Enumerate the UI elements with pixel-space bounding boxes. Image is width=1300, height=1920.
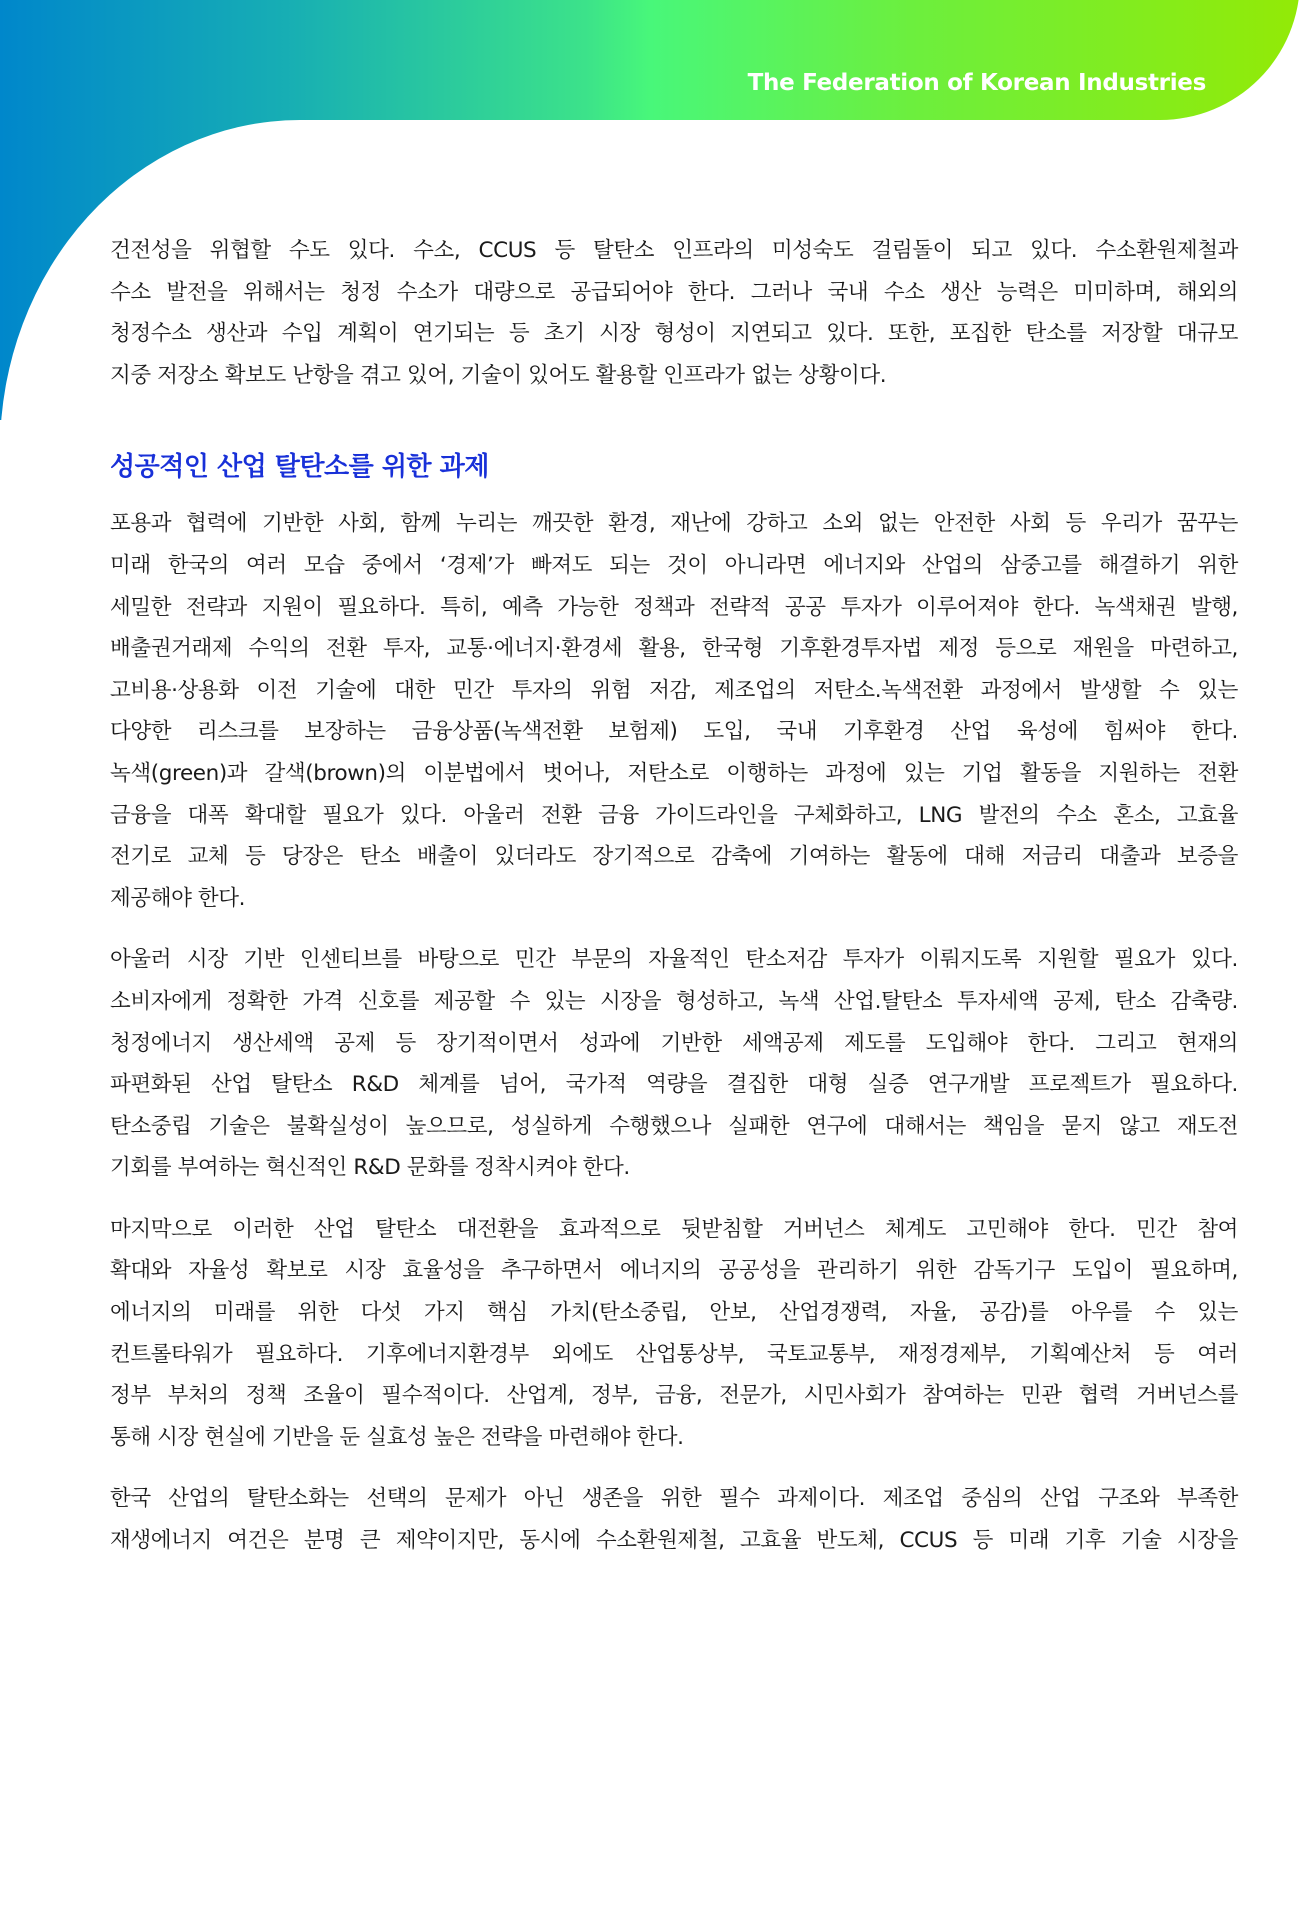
text-line: 탄소중립 기술은 불확실성이 높으므로, 성실하게 수행했으나 실패한 연구에 대해서는 책임을 묻지 않고 재도전 bbox=[110, 1113, 1238, 1139]
text-line: 청정수소 생산과 수입 계획이 연기되는 등 초기 시장 형성이 지연되고 있다. 또한, 포집한 탄소를 저장할 대규모 bbox=[110, 321, 1238, 347]
text-line: 파편화된 산업 탈탄소 R&D 체계를 넘어, 국가적 역량을 결집한 대형 실증 연구개발 프로젝트가 필요하다. bbox=[110, 1072, 1238, 1098]
document-body bbox=[110, 230, 1238, 1582]
text-line: 수소 발전을 위해서는 청정 수소가 대량으로 공급되어야 한다. 그러나 국내 수소 생산 능력은 미미하며, 해외의 bbox=[110, 279, 1238, 305]
text-line: 확대와 자율성 확보로 시장 효율성을 추구하면서 에너지의 공공성을 관리하기 위한 감독기구 도입이 필요하며, bbox=[110, 1258, 1238, 1284]
text-line: 정부 부처의 정책 조율이 필수적이다. 산업계, 정부, 금융, 전문가, 시민사회가 참여하는 민관 협력 거버넌스를 bbox=[110, 1383, 1238, 1409]
text-line: 지중 저장소 확보도 난항을 겪고 있어, 기술이 있어도 활용할 인프라가 없는 상황이다. bbox=[110, 362, 887, 388]
text-line: 금융을 대폭 확대할 필요가 있다. 아울러 전환 금융 가이드라인을 구체화하고, LNG 발전의 수소 혼소, 고효율 bbox=[110, 802, 1238, 828]
intro-paragraph bbox=[110, 230, 1238, 396]
text-line: 제공해야 한다. bbox=[110, 885, 246, 911]
text-line: 기회를 부여하는 혁신적인 R&D 문화를 정착시켜야 한다. bbox=[110, 1155, 630, 1181]
text-line: 통해 시장 현실에 기반을 둔 실효성 높은 전략을 마련해야 한다. bbox=[110, 1424, 684, 1450]
text-line: 다양한 리스크를 보장하는 금융상품(녹색전환 보험제) 도입, 국내 기후환경 산업 육성에 힘써야 한다. bbox=[110, 719, 1238, 745]
text-line: 마지막으로 이러한 산업 탈탄소 대전환을 효과적으로 뒷받침할 거버넌스 체계도 고민해야 한다. 민간 참여 bbox=[110, 1216, 1238, 1242]
text-line: 포용과 협력에 기반한 사회, 함께 누리는 깨끗한 환경, 재난에 강하고 소외 없는 안전한 사회 등 우리가 꿈꾸는 bbox=[110, 511, 1238, 537]
header-corner-curve bbox=[1160, 0, 1300, 120]
text-line: 아울러 시장 기반 인센티브를 바탕으로 민간 부문의 자율적인 탄소저감 투자가 이뤄지도록 지원할 필요가 있다. bbox=[110, 947, 1238, 973]
section-heading: 성공적인 산업 탈탄소를 위한 과제 bbox=[110, 452, 489, 483]
text-line: 컨트롤타워가 필요하다. 기후에너지환경부 외에도 산업통상부, 국토교통부, 재정경제부, 기획예산처 등 여러 bbox=[110, 1341, 1238, 1367]
text-line: 세밀한 전략과 지원이 필요하다. 특히, 예측 가능한 정책과 전략적 공공 투자가 이루어져야 한다. 녹색채권 발행, bbox=[110, 594, 1238, 620]
text-line: 소비자에게 정확한 가격 신호를 제공할 수 있는 시장을 형성하고, 녹색 산업.탈탄소 투자세액 공제, 탄소 감축량. bbox=[110, 988, 1238, 1014]
text-line: 고비용·상용화 이전 기술에 대한 민간 투자의 위험 저감, 제조업의 저탄소.녹색전환 과정에서 발생할 수 있는 bbox=[110, 677, 1238, 703]
paragraph bbox=[110, 1209, 1238, 1459]
text-line: 한국 산업의 탈탄소화는 선택의 문제가 아닌 생존을 위한 필수 과제이다. 제조업 중심의 산업 구조와 부족한 bbox=[110, 1486, 1238, 1512]
text-line: 배출권거래제 수익의 전환 투자, 교통·에너지·환경세 활용, 한국형 기후환경투자법 제정 등으로 재원을 마련하고, bbox=[110, 636, 1238, 662]
paragraph bbox=[110, 503, 1238, 919]
text-line: 전기로 교체 등 당장은 탄소 배출이 있더라도 장기적으로 감축에 기여하는 활동에 대해 저금리 대출과 보증을 bbox=[110, 844, 1238, 870]
text-line: 녹색(green)과 갈색(brown)의 이분법에서 벗어나, 저탄소로 이행하는 과정에 있는 기업 활동을 지원하는 전환 bbox=[110, 760, 1238, 786]
text-line: 청정에너지 생산세액 공제 등 장기적이면서 성과에 기반한 세액공제 제도를 도입해야 한다. 그리고 현재의 bbox=[110, 1030, 1238, 1056]
text-line: 에너지의 미래를 위한 다섯 가지 핵심 가치(탄소중립, 안보, 산업경쟁력, 자율, 공감)를 아우를 수 있는 bbox=[110, 1300, 1238, 1326]
paragraph bbox=[110, 1478, 1238, 1561]
text-line: 미래 한국의 여러 모습 중에서 ‘경제’가 빠져도 되는 것이 아니라면 에너지와 산업의 삼중고를 해결하기 위한 bbox=[110, 552, 1238, 578]
footer-corner-curve bbox=[0, 1725, 110, 1839]
organization-name: The Federation of Korean Industries bbox=[747, 70, 1206, 96]
text-line: 건전성을 위협할 수도 있다. 수소, CCUS 등 탈탄소 인프라의 미성숙도 걸림돌이 되고 있다. 수소환원제철과 bbox=[110, 238, 1238, 263]
text-line: 재생에너지 여건은 분명 큰 제약이지만, 동시에 수소환원제철, 고효율 반도체, CCUS 등 미래 기후 기술 시장을 bbox=[110, 1528, 1238, 1554]
paragraph bbox=[110, 939, 1238, 1189]
